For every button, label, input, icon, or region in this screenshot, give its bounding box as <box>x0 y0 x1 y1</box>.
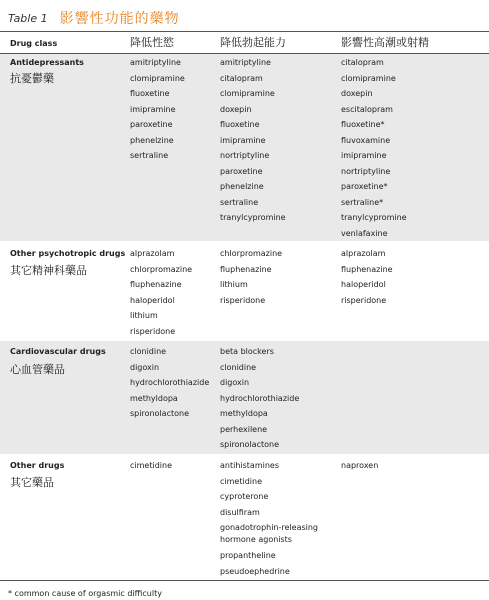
drug-name: doxepin <box>341 89 373 98</box>
drug-name: methyldopa <box>220 409 268 418</box>
drug-class-name: Other psychotropic drugs <box>10 249 126 258</box>
drug-name: haloperidol <box>341 280 386 289</box>
section-other-drugs <box>0 454 489 580</box>
drug-name: cimetidine <box>220 476 262 486</box>
libido-drug-list <box>130 55 185 164</box>
drug-class-name: Other drugs <box>10 461 65 470</box>
drug-name: citalopram <box>220 73 263 83</box>
drug-name: tranylcypromine <box>341 213 407 222</box>
column-header-erection: 降低勃起能力 <box>220 36 286 49</box>
drug-name: phenelzine <box>130 135 174 145</box>
orgasm-drug-list <box>341 458 378 474</box>
drug-name: paroxetine <box>220 166 263 176</box>
drug-name: lithium <box>130 311 158 320</box>
drug-name: escitalopram <box>341 104 393 114</box>
drug-name: clonidine <box>220 362 257 372</box>
drug-class-name-zh: 其它精神科藥品 <box>10 264 87 277</box>
orgasm-drug-list <box>341 246 393 308</box>
drug-class-name: Cardiovascular drugs <box>10 347 106 356</box>
drug-name: citalopram <box>341 58 384 67</box>
drug-name: alprazolam <box>130 249 175 258</box>
drug-name: disulfiram <box>220 507 260 517</box>
libido-drug-list <box>130 344 209 422</box>
drug-name: chlorpromazine <box>130 264 193 274</box>
drug-name: beta blockers <box>220 347 274 356</box>
drug-name: hydrochlorothiazide <box>130 378 210 387</box>
drug-name: digoxin <box>220 378 250 387</box>
orgasm-drug-list <box>341 55 407 241</box>
drug-class-name-zh: 抗憂鬱藥 <box>10 72 54 85</box>
drug-name: gonadotrophin-releasing hormone agonists <box>220 523 319 544</box>
drug-name: digoxin <box>130 362 160 372</box>
drug-name: cyproterone <box>220 492 269 501</box>
drug-name: fluoxetine* <box>341 120 385 129</box>
drug-name: fluoxetine <box>220 120 260 129</box>
libido-drug-list <box>130 246 192 339</box>
drug-class-name: Antidepressants <box>10 58 84 67</box>
erection-drug-list <box>220 55 286 226</box>
table-title-text: 影響性功能的藥物 <box>59 11 180 27</box>
section-antidepressants <box>0 54 489 241</box>
column-header-libido: 降低性慾 <box>130 36 174 49</box>
drug-name: tranylcypromine <box>220 213 286 222</box>
drug-name: paroxetine <box>130 120 173 129</box>
drug-name: hydrochlorothiazide <box>220 393 300 403</box>
table-label: Table 1 <box>8 11 48 25</box>
column-header-row <box>0 32 489 54</box>
drug-name: antihistamines <box>220 461 280 470</box>
drug-name: clomipramine <box>220 89 275 98</box>
erection-drug-list <box>220 458 330 579</box>
drug-name: spironolactone <box>220 440 279 449</box>
drug-name: sertraline <box>220 197 259 207</box>
drug-name: pseudoephedrine <box>220 566 290 576</box>
drug-name: risperidone <box>341 295 387 305</box>
footnote: * common cause of orgasmic difficulty <box>8 589 162 598</box>
drug-name: risperidone <box>130 326 176 336</box>
section-cardiovascular <box>0 341 489 454</box>
drug-name: imipramine <box>220 135 266 145</box>
drug-name: phenelzine <box>220 182 264 191</box>
drug-name: sertraline* <box>341 197 384 207</box>
drug-name: haloperidol <box>130 295 175 305</box>
drug-class-name-zh: 其它藥品 <box>10 476 54 489</box>
drug-name: risperidone <box>220 295 266 305</box>
drug-name: propantheline <box>220 551 276 560</box>
column-header-drug-class: Drug class <box>10 39 58 48</box>
drug-name: sertraline <box>130 151 169 160</box>
drug-name: clomipramine <box>341 73 396 83</box>
section-other-psychotropic <box>0 241 489 341</box>
drug-name: imipramine <box>341 151 387 160</box>
table-title <box>8 6 180 30</box>
erection-drug-list <box>220 344 299 453</box>
drug-name: naproxen <box>341 461 379 470</box>
bottom-rule <box>0 580 489 581</box>
drug-name: fluphenazine <box>341 264 393 274</box>
drug-name: fluphenazine <box>220 264 272 274</box>
drug-name: cimetidine <box>130 461 172 470</box>
drug-name: spironolactone <box>130 409 189 418</box>
drug-name: nortriptyline <box>220 151 270 160</box>
drug-name: methyldopa <box>130 393 178 403</box>
drug-name: fluoxetine <box>130 89 170 98</box>
drug-name: perhexilene <box>220 424 268 434</box>
libido-drug-list <box>130 458 172 474</box>
drug-name: imipramine <box>130 104 176 114</box>
drug-name: fluphenazine <box>130 280 182 289</box>
drug-name: paroxetine* <box>341 182 388 191</box>
drug-name: nortriptyline <box>341 166 391 176</box>
drug-name: venlafaxine <box>341 228 388 238</box>
drug-name: doxepin <box>220 104 252 114</box>
drug-name: fluvoxamine <box>341 135 391 145</box>
drug-name: lithium <box>220 280 248 289</box>
drug-name: clomipramine <box>130 73 185 83</box>
drug-name: chlorpromazine <box>220 249 283 258</box>
erection-drug-list <box>220 246 282 308</box>
drug-class-name-zh: 心血管藥品 <box>10 363 65 376</box>
drug-name: amitriptyline <box>220 58 271 67</box>
column-header-orgasm: 影響性高潮或射精 <box>341 36 429 49</box>
drug-name: amitriptyline <box>130 58 181 67</box>
drug-name: alprazolam <box>341 249 386 258</box>
drug-name: clonidine <box>130 347 167 356</box>
